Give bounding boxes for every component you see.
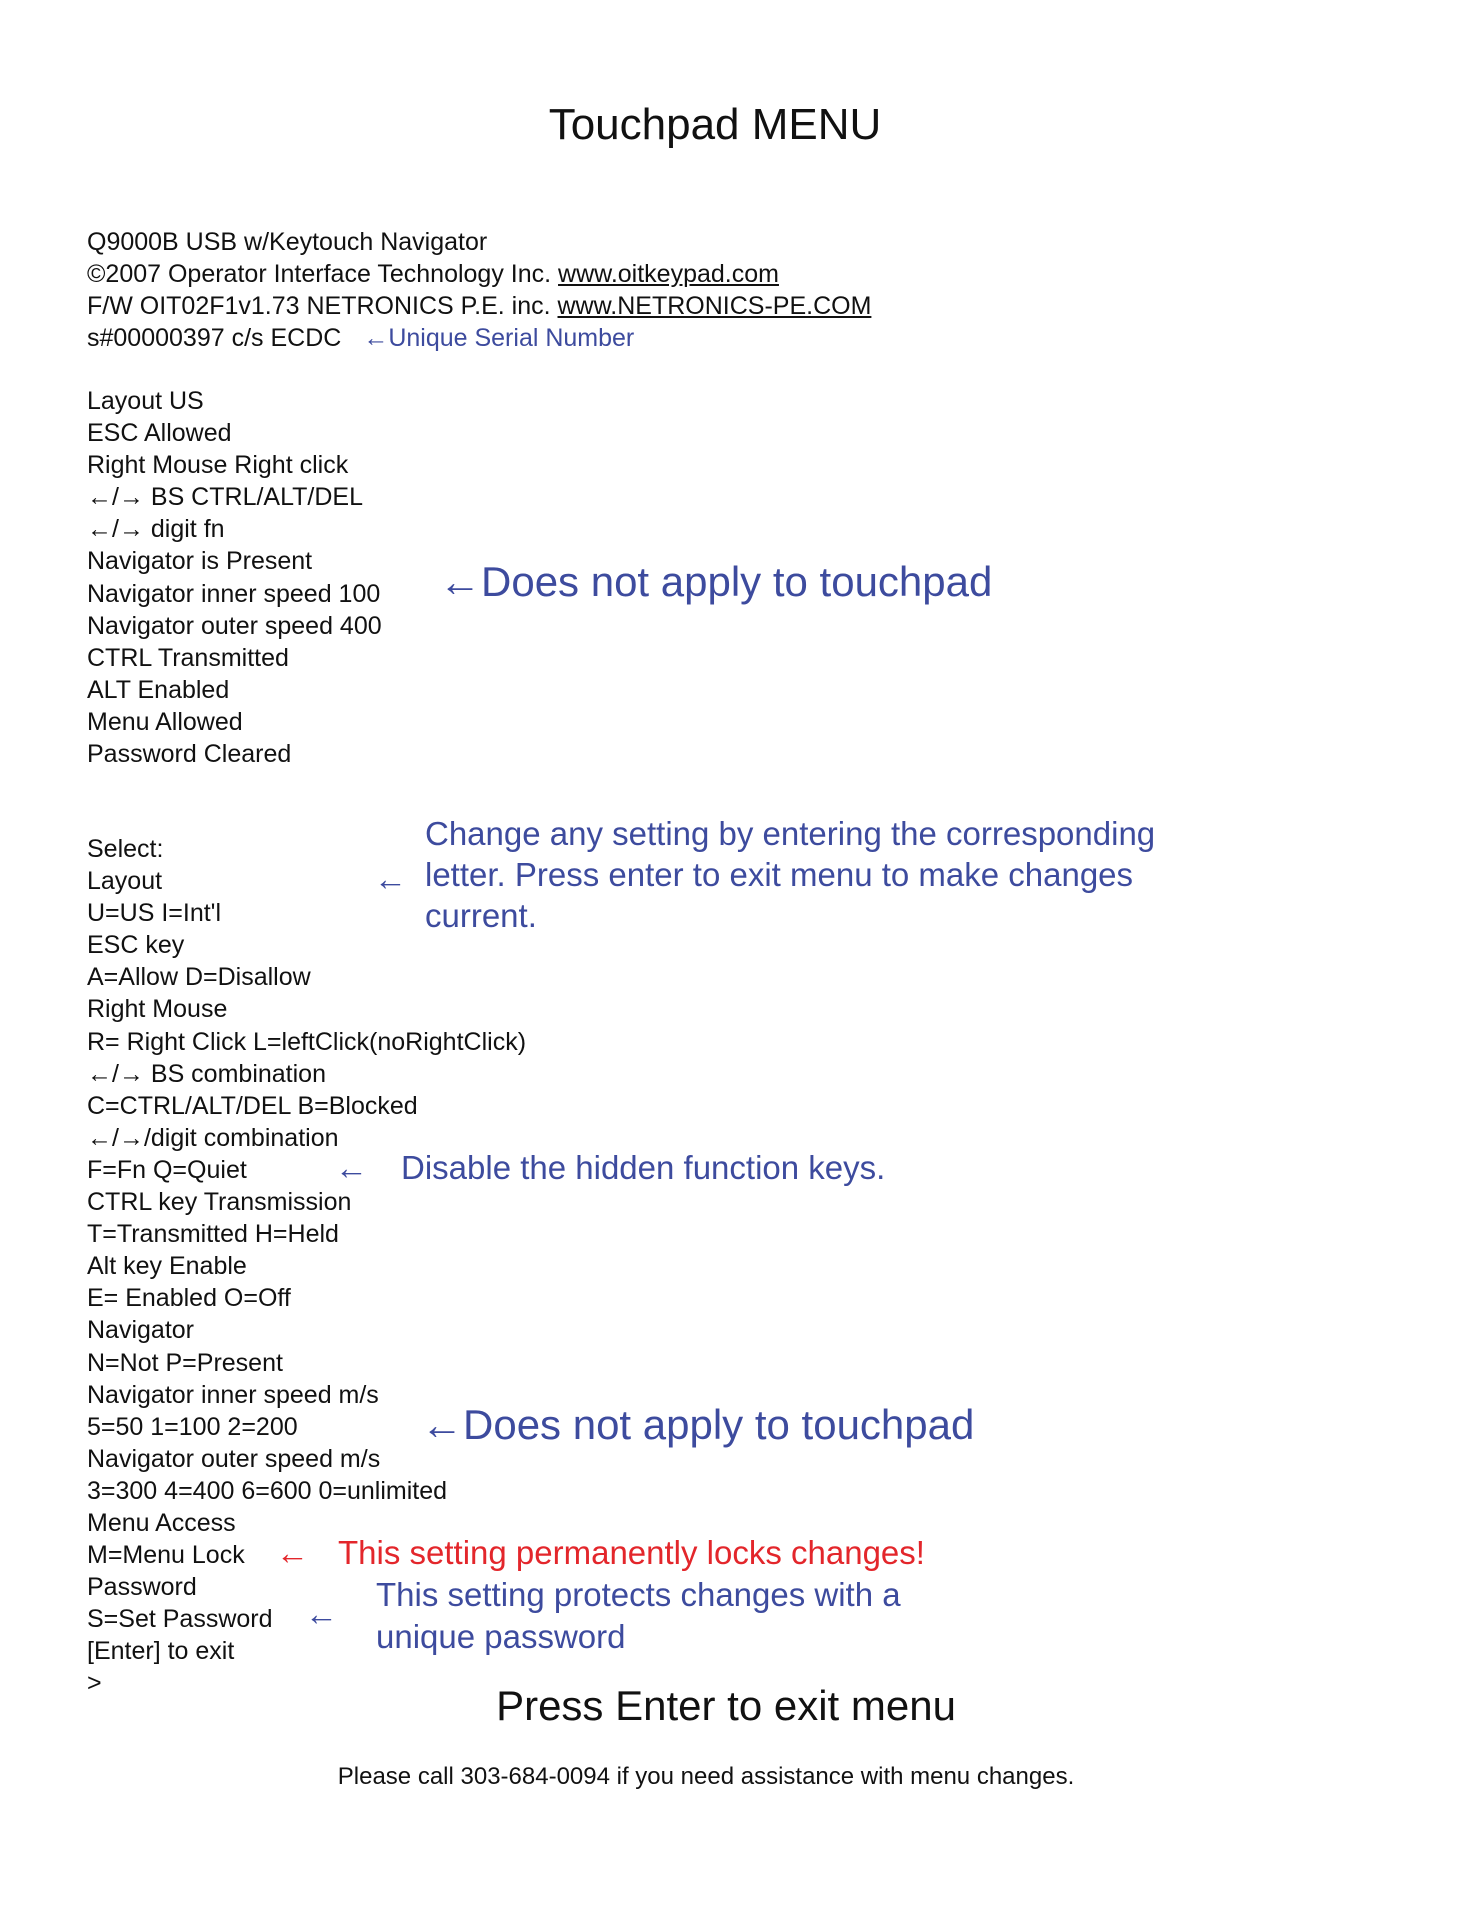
menu-lock-warning: This setting permanently locks changes!: [338, 1534, 925, 1571]
setting-line: Menu Allowed: [87, 707, 243, 736]
option-line: ←/→ BS combination: [87, 1059, 326, 1088]
option-line: >: [87, 1669, 102, 1698]
note-line: letter. Press enter to exit menu to make changes: [425, 856, 1134, 893]
copyright-line: [87, 258, 871, 290]
option-line: Navigator: [87, 1316, 194, 1345]
page-title: Touchpad MENU: [548, 100, 882, 149]
device-info: [87, 226, 871, 354]
option-line: [Enter] to exit: [87, 1637, 235, 1666]
assistance-note: Please call 303-684-0094 if you need assistance with menu changes.: [337, 1763, 1075, 1790]
option-line: Alt key Enable: [87, 1252, 247, 1281]
option-line: R= Right Click L=leftClick(noRightClick): [87, 1027, 527, 1056]
not-apply-note-1: ←Does not apply to touchpad: [439, 558, 993, 605]
option-line: C=CTRL/ALT/DEL B=Blocked: [87, 1091, 418, 1120]
current-settings: [87, 385, 382, 770]
firmware-text: F/W OIT02F1v1.73 NETRONICS P.E. inc.: [87, 292, 558, 321]
firmware-line: [87, 290, 871, 322]
serial-note: ←Unique Serial Number: [363, 324, 635, 353]
option-line: 5=50 1=100 2=200: [87, 1412, 298, 1441]
option-line: Select:: [87, 835, 164, 863]
note-line: Change any setting by entering the corresponding: [425, 815, 1156, 852]
option-line: E= Enabled O=Off: [87, 1284, 291, 1313]
setting-line: Navigator inner speed 100: [87, 579, 381, 608]
option-line: ←/→/digit combination: [87, 1123, 339, 1152]
option-line: 3=300 4=400 6=600 0=unlimited: [87, 1476, 448, 1505]
serial-line: [87, 322, 871, 354]
oitkeypad-link[interactable]: www.oitkeypad.com: [558, 260, 779, 289]
arrow-left-icon: ←: [276, 1534, 309, 1571]
fn-keys-note: Disable the hidden function keys.: [401, 1149, 886, 1186]
not-apply-note-2: ←Does not apply to touchpad: [421, 1401, 975, 1448]
option-line: Navigator outer speed m/s: [87, 1444, 381, 1473]
setting-line: Password Cleared: [87, 740, 292, 769]
device-model: Q9000B USB w/Keytouch Navigator: [87, 228, 488, 256]
setting-line: ESC Allowed: [87, 419, 232, 448]
option-line: N=Not P=Present: [87, 1348, 283, 1377]
note-line: This setting protects changes with a: [376, 1576, 901, 1613]
setting-line: CTRL Transmitted: [87, 643, 289, 672]
arrow-left-icon: ←: [335, 1149, 368, 1186]
setting-line: Navigator outer speed 400: [87, 611, 382, 640]
option-line: Password: [87, 1573, 197, 1602]
netronics-link[interactable]: www.NETRONICS-PE.COM: [557, 292, 872, 321]
option-line: S=Set Password: [87, 1605, 273, 1634]
note-line: current.: [425, 897, 537, 934]
option-line: A=Allow D=Disallow: [87, 963, 311, 992]
note-line: unique password: [376, 1618, 626, 1655]
option-line: ESC key: [87, 931, 185, 960]
setting-line: ←/→ BS CTRL/ALT/DEL: [87, 483, 363, 512]
copyright-text: ©2007 Operator Interface Technology Inc.: [87, 260, 559, 289]
arrow-left-icon: ←: [374, 860, 407, 897]
serial-number: s#00000397 c/s ECDC: [87, 324, 342, 353]
option-line: F=Fn Q=Quiet: [87, 1155, 247, 1184]
setting-line: ←/→ digit fn: [87, 515, 225, 544]
change-setting-note: [425, 813, 1155, 936]
option-line: Menu Access: [87, 1508, 236, 1537]
password-note: [376, 1574, 901, 1658]
option-line: T=Transmitted H=Held: [87, 1220, 339, 1249]
option-line: Right Mouse: [87, 995, 228, 1024]
option-line: Navigator inner speed m/s: [87, 1380, 379, 1409]
setting-line: Right Mouse Right click: [87, 451, 349, 480]
option-line: M=Menu Lock: [87, 1541, 245, 1570]
option-line: Layout: [87, 867, 163, 896]
press-enter-instruction: Press Enter to exit menu: [496, 1682, 956, 1729]
option-line: CTRL key Transmission: [87, 1188, 352, 1217]
setting-line: Navigator is Present: [87, 547, 313, 576]
option-line: U=US I=Int'l: [87, 899, 221, 928]
arrow-left-icon: ←: [305, 1595, 338, 1632]
setting-line: Layout US: [87, 387, 204, 415]
setting-line: ALT Enabled: [87, 675, 230, 704]
